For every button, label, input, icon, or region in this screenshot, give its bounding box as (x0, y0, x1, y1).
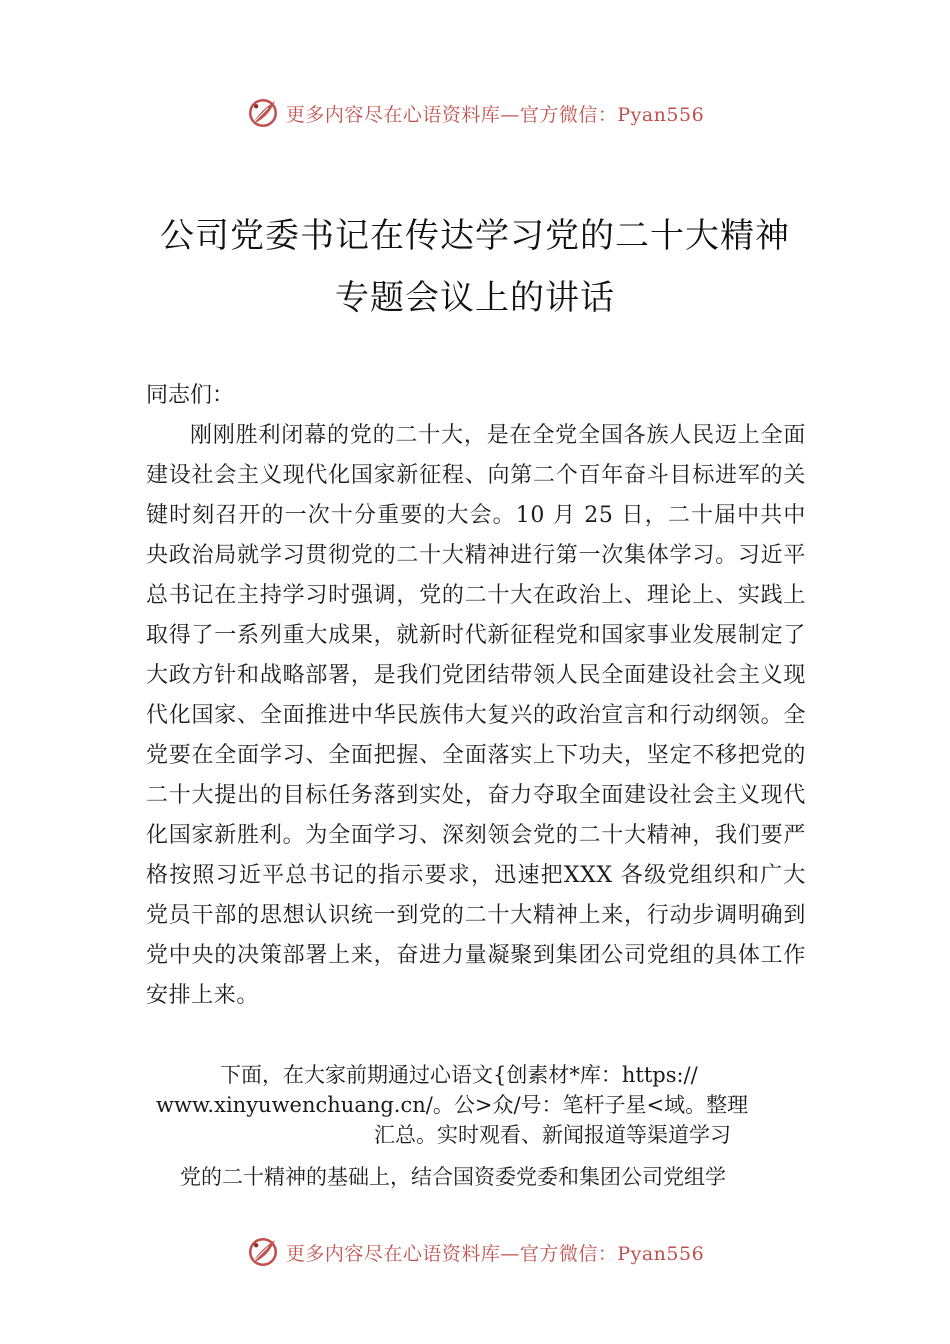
paragraph2-line1: 下面，在大家前期通过心语文{创素材*库：https:// (220, 1063, 698, 1087)
salutation: 同志们： (146, 383, 235, 408)
footer-banner-text: 更多内容尽在心语资料库—官方微信：Pyan556 (285, 1242, 705, 1265)
document-title-line1: 公司党委书记在传达学习党的二十大精神 (160, 216, 790, 256)
body-paragraph: 刚刚胜利闭幕的党的二十大，是在全党全国各族人民迈上全面建设社会主义现代化国家新征程、向第二个百年奋斗目标进军的关键时刻召开的一次十分重要的大会。10 月 25 日，二十届中共中央政治局就学习贯彻党的二十大精神进行第一次集体学习。习近平总书记在主持学习时强调，党的二十大在政治上、理论上、实践上取得了一系列重大成果，就新时代新征程党和国家事业发展制定了大政方针和战略部署，是我们党团结带领人民全面建设社会主义现代化国家、全面推进中华民族伟大复兴的政治宣言和行动纲领。全党要在全面学习、全面把握、全面落实上下功夫，坚定不移把党的二十大提出的目标任务落到实处，奋力夺取全面建设社会主义现代化国家新胜利。为全面学习、深刻领会党的二十大精神，我们要严格按照习近平总书记的指示要求，迅速把XXX 各级党组织和广大党员干部的思想认识统一到党的二十大精神上来，行动步调明确到党中央的决策部署上来，奋进力量凝聚到集团公司党组的具体工作安排上来。 (146, 423, 806, 1008)
paragraph2-line2: www.xinyuwenchuang.cn/。公>众/号：笔杆子星<域。整理 (156, 1093, 749, 1117)
paragraph2-line3: 汇总。实时观看、新闻报道等渠道学习 (374, 1123, 731, 1147)
footer-banner (0, 1232, 950, 1272)
quill-pen-logo-icon (246, 1235, 280, 1269)
quill-pen-logo-icon (246, 96, 280, 130)
document-title-line2: 专题会议上的讲话 (335, 278, 615, 318)
header-banner (0, 93, 950, 133)
header-banner-text: 更多内容尽在心语资料库—官方微信：Pyan556 (285, 103, 705, 126)
paragraph2-line4: 党的二十精神的基础上，结合国资委党委和集团公司党组学 (180, 1165, 726, 1189)
